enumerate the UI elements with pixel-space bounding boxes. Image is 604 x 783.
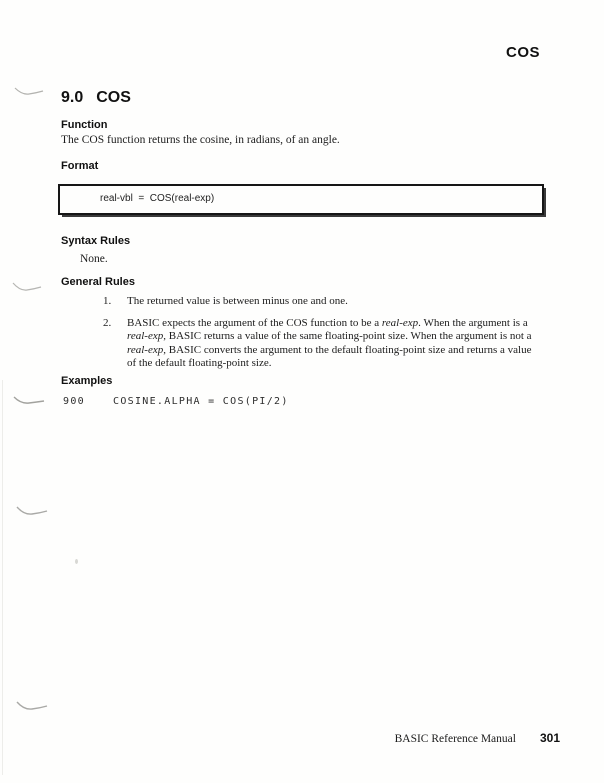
example-line-number: 900	[63, 396, 85, 407]
rule-line: of the default floating-point size.	[127, 357, 272, 370]
scan-speck	[75, 559, 78, 564]
rule-line: The returned value is between minus one and one.	[127, 295, 348, 307]
manual-title: BASIC Reference Manual	[394, 733, 516, 745]
format-syntax-box	[58, 184, 544, 215]
format-syntax: real-vbl = COS(real-exp)	[100, 193, 215, 204]
function-description: The COS function returns the cosine, in radians, of an angle.	[61, 134, 340, 146]
function-heading: Function	[61, 119, 108, 131]
rule-line: real-exp, BASIC converts the argument to the default floating-point size and returns a value	[127, 343, 532, 356]
margin-mark-icon	[14, 85, 44, 97]
rule-number: 1.	[103, 295, 112, 307]
scan-edge-artifact	[2, 380, 3, 775]
format-heading: Format	[61, 160, 99, 172]
rule-line: real-exp, BASIC returns a value of the same floating-point size. When the argument is not a	[127, 330, 532, 343]
margin-mark-icon	[12, 280, 42, 293]
rule-number: 2.	[103, 317, 112, 329]
section-number: 9.0	[61, 89, 84, 106]
example-code: COSINE.ALPHA = COS(PI/2)	[113, 396, 289, 407]
page-footer	[395, 731, 560, 745]
general-rules-heading: General Rules	[61, 276, 135, 288]
rule-line: BASIC expects the argument of the COS function to be a real-exp. When the argument is a	[127, 317, 528, 329]
examples-heading: Examples	[61, 375, 113, 387]
syntax-rules-body: None.	[80, 253, 108, 265]
margin-mark-icon	[16, 699, 48, 712]
rule-text	[127, 317, 572, 371]
rule-text	[127, 295, 572, 308]
margin-mark-icon	[13, 394, 45, 406]
syntax-rules-heading: Syntax Rules	[61, 235, 131, 247]
running-head: COS	[505, 44, 540, 61]
margin-mark-icon	[16, 504, 48, 517]
section-title: COS	[96, 89, 131, 106]
page-number: 301	[539, 731, 560, 745]
section-heading	[61, 89, 131, 107]
